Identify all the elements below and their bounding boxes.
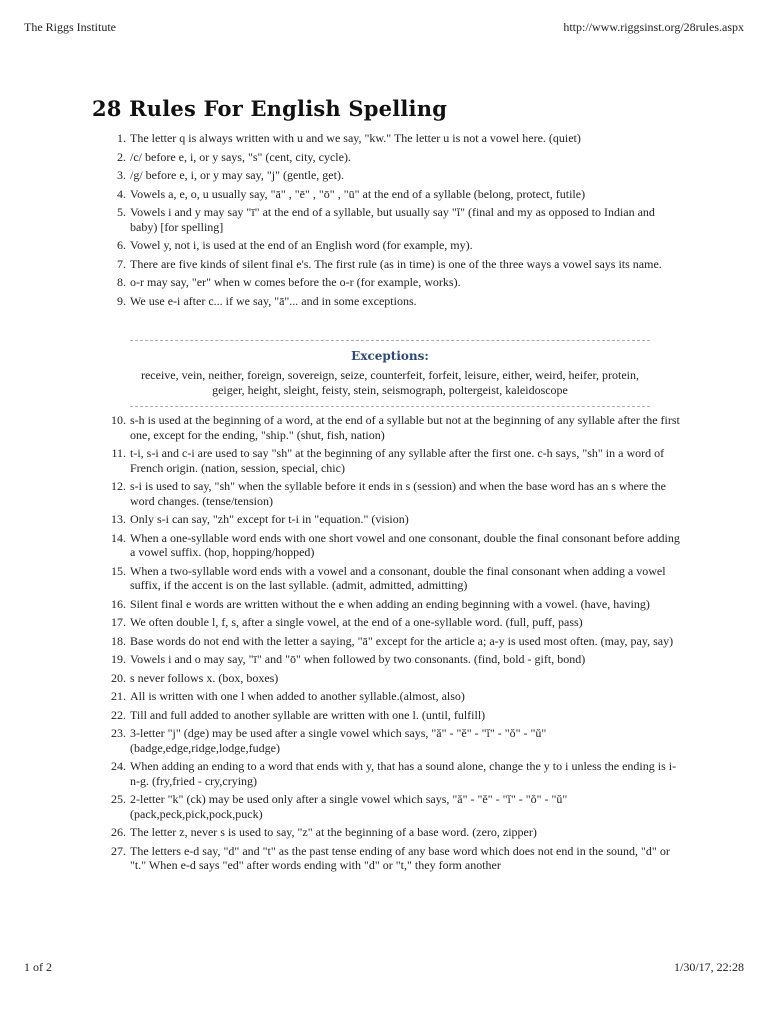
rule-number: 23. [111, 726, 126, 740]
rule-text: Vowels a, e, o, u usually say, "ā" , "ē" , "ō" , "ū" at the end of a syllable (belong, protect, futile) [130, 186, 586, 201]
rule-number: 1. [117, 131, 126, 145]
rule-item [92, 759, 682, 788]
rule-text: s-h is used at the beginning of a word, at the end of a syllable but not at the beginning of any syllable after the first one, except for the ending, "ship." (shut, fish, nation) [130, 413, 680, 442]
rule-item [92, 564, 682, 593]
rule-number: 8. [117, 275, 126, 289]
rule-item [92, 275, 682, 290]
rule-item [92, 168, 682, 183]
rule-text: s never follows x. (box, boxes) [130, 670, 279, 685]
rule-item [92, 615, 682, 630]
rule-number: 10. [111, 413, 126, 427]
rule-text: When a two-syllable word ends with a vowel and a consonant, double the final consonant when adding a vowel suffix, if the accent is on the last syllable. (admit, admitted, admitting) [130, 563, 666, 592]
rule-number: 12. [111, 479, 126, 493]
rule-item [92, 479, 682, 508]
rule-item [92, 652, 682, 667]
rule-number: 22. [111, 707, 126, 722]
rule-number: 6. [117, 238, 126, 252]
rule-text: Silent final e words are written without the e when adding an ending beginning with a vowel. (have, having) [130, 596, 650, 611]
rule-text: /c/ before e, i, or y says, "s" (cent, city, cycle). [130, 149, 351, 164]
rule-text: The letter q is always written with u and we say, "kw." The letter u is not a vowel here. (quiet) [130, 131, 581, 145]
rule-text: The letter z, never s is used to say, "z" at the beginning of a base word. (zero, zipper) [130, 825, 537, 839]
rule-item [92, 708, 682, 723]
rule-item [92, 792, 682, 821]
rule-item [92, 634, 682, 649]
rule-text: t-i, s-i and c-i are used to say "sh" at the beginning of any syllable after the first one. c-h says, "sh" in a word of French origin. (nation, session, special, chic) [130, 446, 665, 475]
rule-number: 21. [111, 689, 126, 703]
rule-text: When adding an ending to a word that ends with y, that has a sound alone, change the y to i unless the ending is i-n-g. (fry,fried - cry,crying) [130, 759, 677, 788]
footer-timestamp: 1/30/17, 22:28 [673, 960, 744, 974]
rule-number: 11. [111, 446, 126, 460]
rule-text: The letters e-d say, "d" and "t" as the past tense ending of any base word which does not end in the sound, "d" or "t." When e-d says "ed" after words ending with "d" or "t," they form another [130, 843, 670, 872]
rule-number: 19. [111, 652, 126, 666]
rule-item [92, 531, 682, 560]
divider [130, 406, 650, 407]
rule-item [92, 825, 682, 840]
rule-text: There are five kinds of silent final e's. The first rule (as in time) is one of the three ways a vowel says its name. [130, 256, 662, 271]
rule-item [92, 689, 682, 704]
rule-number: 27. [111, 843, 126, 858]
rule-text: Base words do not end with the letter a saying, "ā" except for the article a; a-y is used most often. (may, pay, say) [130, 633, 674, 648]
exceptions-heading: Exceptions: [351, 349, 429, 363]
rule-item [92, 446, 682, 475]
rule-item [92, 187, 682, 202]
rule-item [92, 726, 682, 755]
rule-item [92, 671, 682, 686]
rule-number: 17. [111, 615, 126, 629]
rules-list-part2 [92, 413, 682, 877]
rule-item [92, 844, 682, 873]
rule-number: 15. [111, 563, 126, 578]
exceptions-text: receive, vein, neither, foreign, sovereign, seize, counterfeit, forfeit, leisure, either, weird, heifer, protein, geiger, height, sleight, feisty, stein, seismograph, poltergeist, kaleidoscope [140, 368, 639, 397]
rule-text: Till and full added to another syllable are written with one l. (until, fulfill) [130, 707, 486, 722]
rule-number: 24. [111, 759, 126, 773]
rule-text: We often double l, f, s, after a single vowel, at the end of a one-syllable word. (full, puff, pass) [130, 615, 583, 629]
rule-number: 5. [117, 205, 126, 219]
rule-text: When a one-syllable word ends with one short vowel and one consonant, double the final consonant before adding a vowel suffix. (hop, hopping/hopped) [130, 530, 680, 559]
rule-item [92, 257, 682, 272]
rule-item [92, 294, 682, 309]
rule-number: 9. [117, 293, 126, 308]
rule-text: /g/ before e, i, or y may say, "j" (gentle, get). [130, 168, 344, 182]
rule-number: 13. [111, 512, 126, 526]
rule-text: s-i is used to say, "sh" when the syllable before it ends in s (session) and when the base word has an s where the word changes. (tense/tension) [130, 479, 666, 508]
rule-item [92, 205, 682, 234]
rule-item [92, 131, 682, 146]
rule-number: 7. [117, 256, 126, 271]
page-title: 28 Rules For English Spelling [92, 96, 448, 121]
footer-page-number: 1 of 2 [24, 960, 52, 974]
header-url: http://www.riggsinst.org/28rules.aspx [563, 20, 744, 34]
rule-item [92, 238, 682, 253]
rule-number: 14. [111, 530, 126, 545]
rule-text: Vowels i and o may say, "ī" and "ō" when followed by two consonants. (find, bold - gift, bond) [130, 652, 586, 666]
rule-text: o-r may say, "er" when w comes before the o-r (for example, works). [130, 275, 461, 289]
rule-number: 2. [117, 149, 126, 164]
rule-item [92, 413, 682, 442]
rules-list-part1 [92, 131, 682, 312]
rule-number: 16. [111, 596, 126, 611]
rule-number: 3. [117, 168, 126, 182]
divider [130, 340, 650, 341]
rule-text: All is written with one l when added to another syllable.(almost, also) [130, 689, 465, 703]
rule-text: 2-letter "k" (ck) may be used only after a single vowel which says, "ă" - "ĕ" - "ĭ" - "ŏ" - "ŭ" (pack,peck,pick,pock,puck) [130, 792, 568, 821]
rule-number: 4. [117, 186, 126, 201]
rule-item [92, 512, 682, 527]
rule-text: Vowels i and y may say "ī" at the end of a syllable, but usually say "ĭ" (final and my as opposed to Indian and baby) [for spelling] [130, 205, 655, 234]
rule-text: Only s-i can say, "zh" except for t-i in "equation." (vision) [130, 512, 409, 526]
header-site-name: The Riggs Institute [24, 20, 116, 34]
rule-text: 3-letter "j" (dge) may be used after a single vowel which says, "ă" - "ĕ" - "ĭ" - "ŏ" - "ŭ" (badge,edge,ridge,lodge,fudge) [130, 726, 547, 755]
rule-number: 26. [111, 825, 126, 839]
rule-number: 25. [111, 792, 126, 806]
rule-item [92, 597, 682, 612]
rule-number: 18. [111, 633, 126, 648]
rule-item [92, 150, 682, 165]
rule-text: Vowel y, not i, is used at the end of an English word (for example, my). [130, 238, 473, 252]
rule-number: 20. [111, 670, 126, 685]
rule-text: We use e-i after c... if we say, "ā"... and in some exceptions. [130, 293, 417, 308]
